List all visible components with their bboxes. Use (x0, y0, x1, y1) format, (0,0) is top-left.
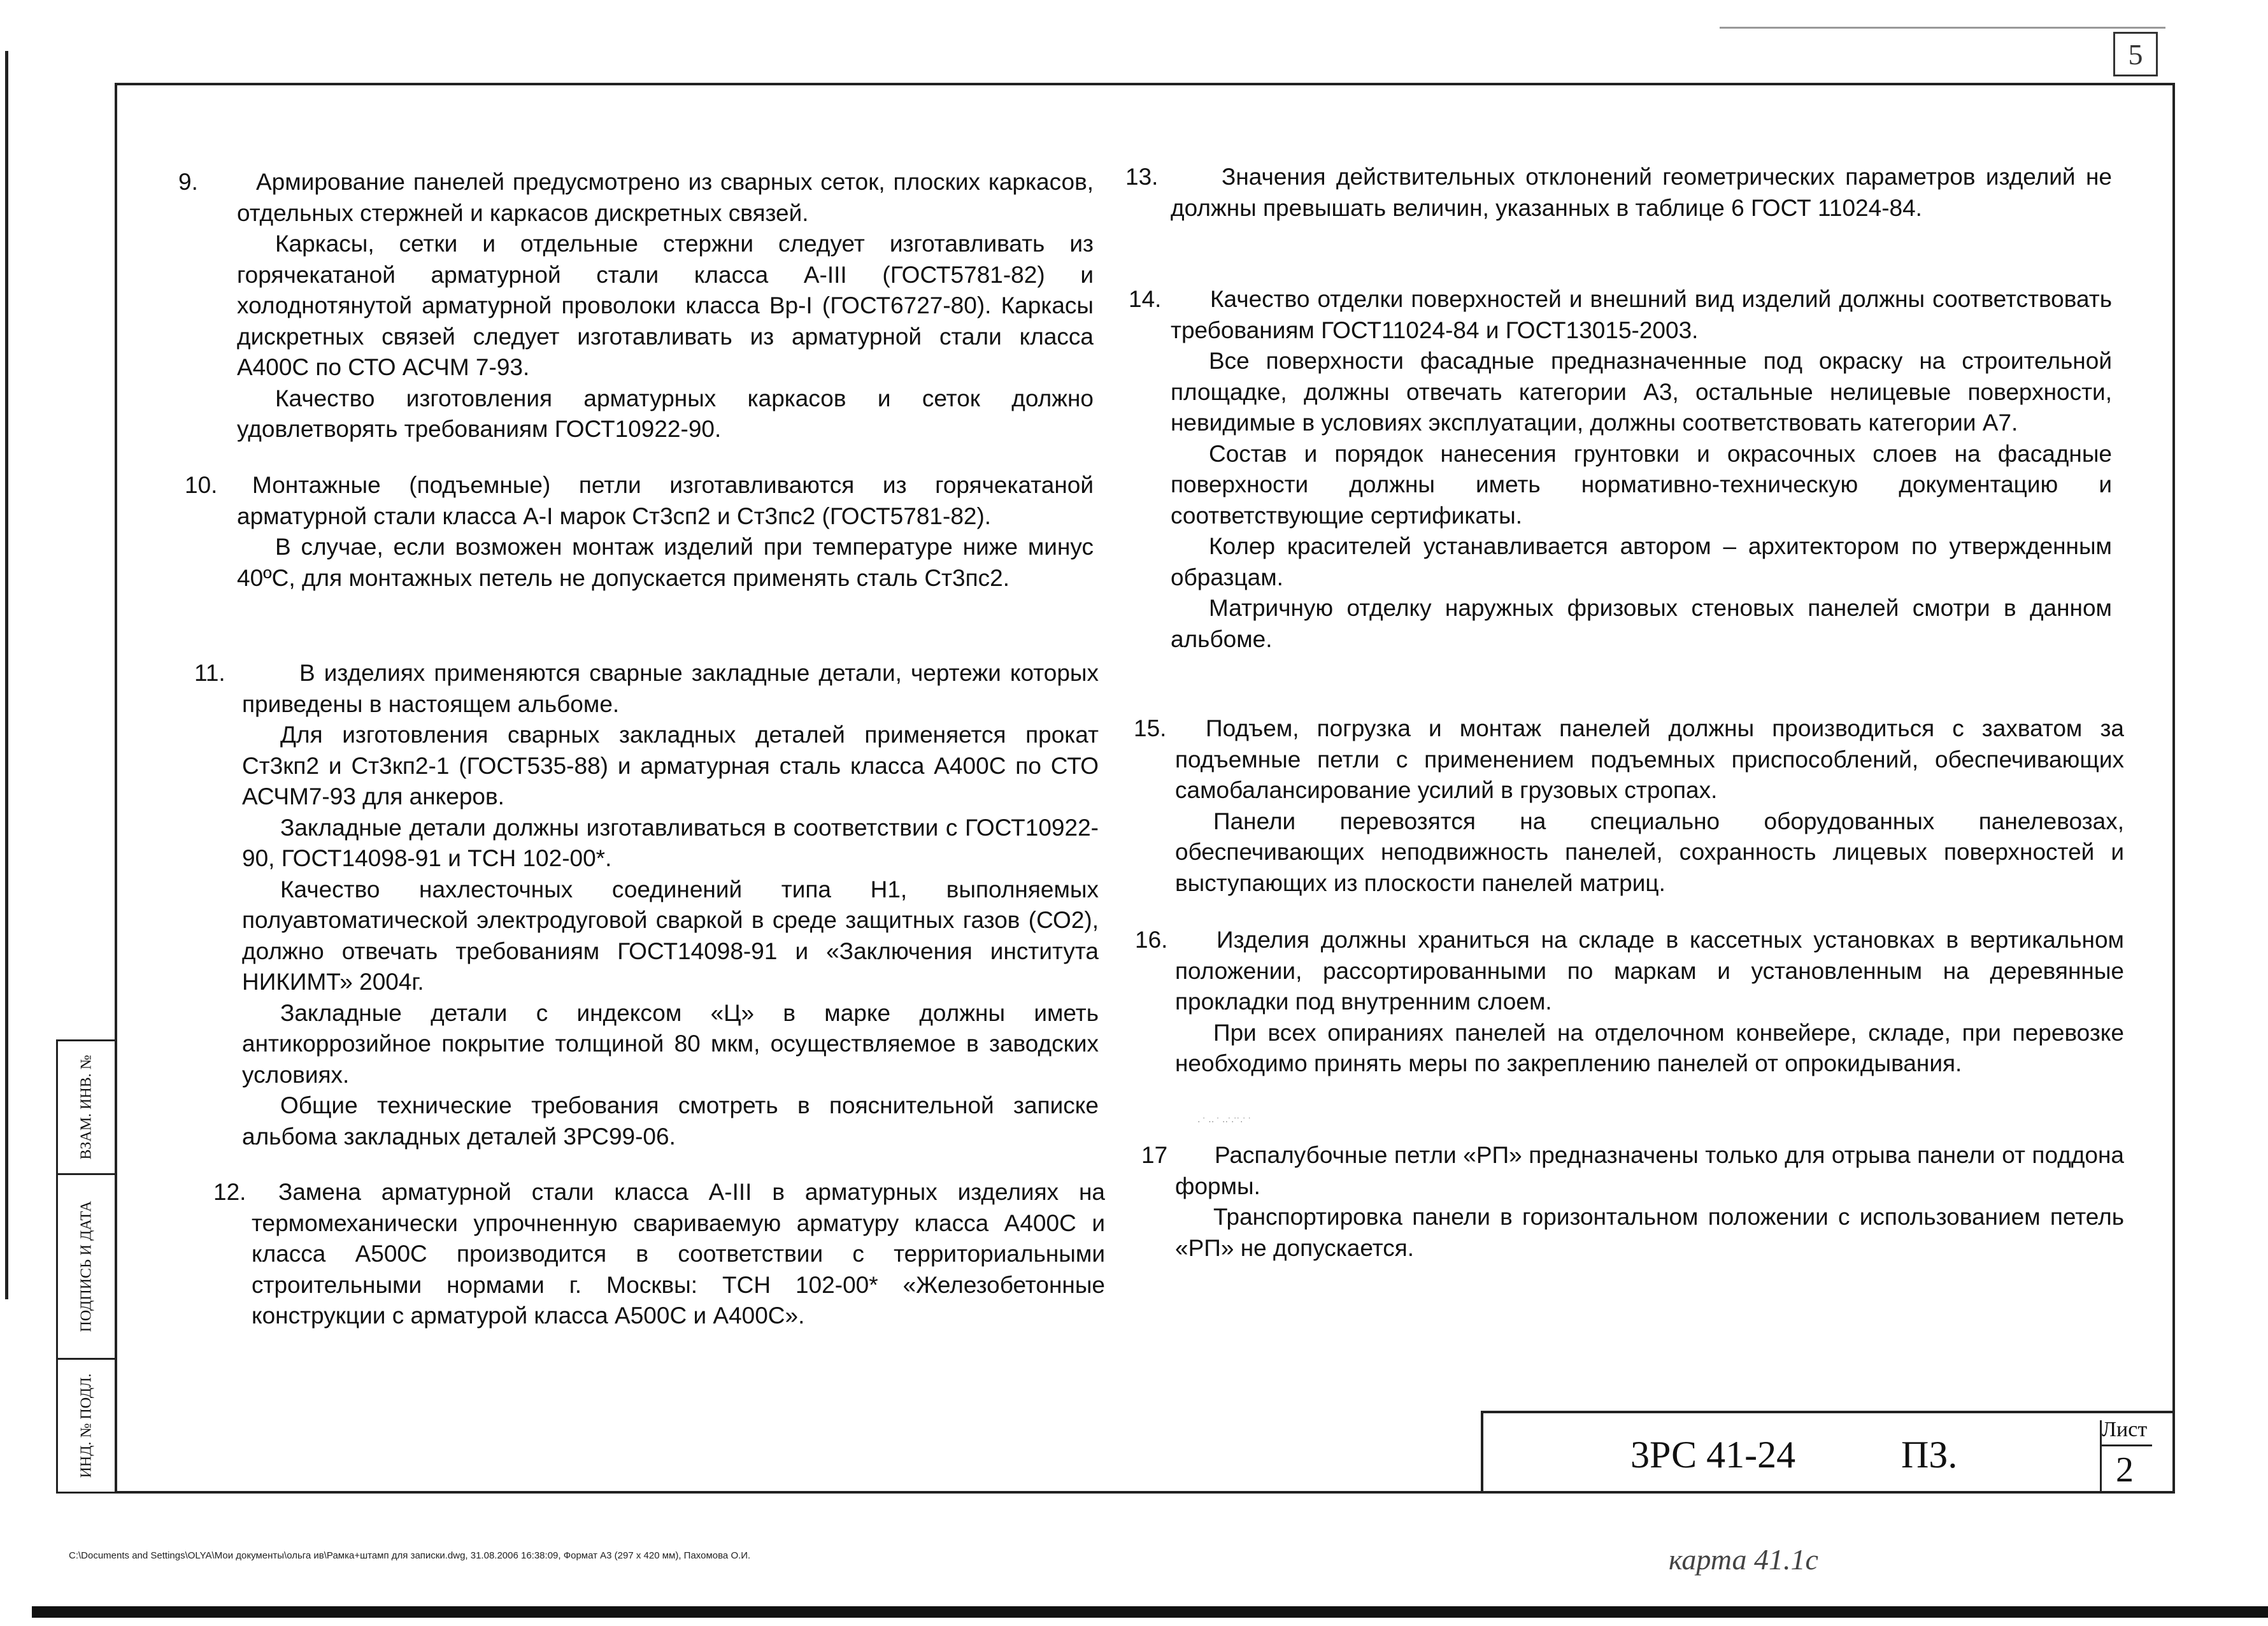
item-15-block (1175, 713, 2124, 899)
left-binding-line (5, 51, 8, 1299)
item-10-paragraph-2: В случае, если возможен монтаж изделий при температуре ниже минус 40ºС, для монтажных петель не допускается применять сталь Ст3пс2. (237, 534, 1094, 591)
item-16-paragraph-2: При всех опираниях панелей на отделочном конвейере, складе, при перевозке необходимо принять меры по закреплению панелей от опрокидывания. (1175, 1019, 2124, 1076)
item-10-block (237, 470, 1094, 594)
bottom-border-bar (32, 1606, 2268, 1618)
item-14-paragraph-4: Колер красителей устанавливается автором – архитектором по утвержденным образцам. (1171, 533, 2112, 590)
item-13-block (1171, 162, 2112, 224)
item-11-block (242, 658, 1099, 1152)
item-10-paragraph-1: Монтажные (подъемные) петли изготавливаются из горячекатаной арматурной стали класса А-I марок Ст3сп2 и Ст3пс2 (ГОСТ5781-82). (237, 472, 1094, 529)
side-stamp-label-3: ИНД. № ПОДЛ. (78, 1373, 95, 1478)
item-16-block (1175, 925, 2124, 1080)
item-14-paragraph-1: Качество отделки поверхностей и внешний вид изделий должны соответствовать требованиям ГОСТ11024-84 и ГОСТ13015-2003. (1171, 286, 2112, 343)
sheet-number: 2 (2116, 1450, 2134, 1490)
item-number-11: 11. (194, 660, 225, 686)
sheet-label: Лист (2102, 1418, 2148, 1441)
item-16-paragraph-1: Изделия должны храниться на складе в кассетных установках в вертикальном положении, рассортированными по маркам и установленным на деревянные прокладки под внутренним слоем. (1175, 927, 2124, 1015)
item-9-paragraph-3: Качество изготовления арматурных каркасов и сеток должно удовлетворять требованиям ГОСТ10922-90. (237, 385, 1094, 442)
side-stamp-label-1: ВЗАМ. ИНВ. № (78, 1055, 95, 1160)
item-13-paragraph-1: Значения действительных отклонений геометрических параметров изделий не должны превышать величин, указанных в таблице 6 ГОСТ 11024-84. (1171, 164, 2112, 221)
item-9-paragraph-2: Каркасы, сетки и отдельные стержни следует изготавливать из горячекатаной арматурной стали класса А-III (ГОСТ5781-82) и холоднотянутой арматурной проволоки класса Вр-I (ГОСТ6727-80). Каркасы дискретных связей следует изготавливать из арматурной стали класса А400С по СТО АСЧМ 7-93. (237, 231, 1094, 380)
item-14-paragraph-5: Матричную отделку наружных фризовых стеновых панелей смотри в данном альбоме. (1171, 595, 2112, 652)
item-9-paragraph-1: Армирование панелей предусмотрено из сварных сеток, плоских каркасов, отдельных стержней и каркасов дискретных связей. (237, 169, 1094, 226)
item-17-paragraph-1: Распалубочные петли «РП» предназначены только для отрыва панели от поддона формы. (1175, 1142, 2124, 1199)
document-code: 3РС 41-24 (1630, 1434, 1796, 1476)
item-17-paragraph-2: Транспортировка панели в горизонтальном положении с использованием петель «РП» не допускается. (1175, 1204, 2124, 1261)
file-path-footer: C:\Documents and Settings\OLYA\Мои документы\ольга ив\Рамка+штамп для записки.dwg, 31.08.2006 16:38:09, Формат А3 (297 х 420 мм), Пахомова О.И. (69, 1550, 751, 1561)
item-11-paragraph-5: Закладные детали с индексом «Ц» в марке должны иметь антикоррозийное покрытие толщиной 80 мкм, осуществляемое в заводских условиях. (242, 999, 1099, 1088)
item-11-paragraph-1: В изделиях применяются сварные закладные детали, чертежи которых приведены в настоящем альбоме. (242, 660, 1099, 717)
top-border-line (1720, 27, 2165, 29)
item-number-17: 17 (1141, 1142, 1168, 1168)
item-15-paragraph-2: Панели перевозятся на специально оборудованных панелевозах, обеспечивающих неподвижность панелей, сохранность лицевых поверхностей и выступающих из плоскости панелей матриц. (1175, 808, 2124, 896)
item-number-13: 13. (1125, 164, 1159, 190)
item-12-block (252, 1177, 1105, 1332)
item-15-paragraph-1: Подъем, погрузка и монтаж панелей должны производиться с захватом за подъемные петли с применением подъемных приспособлений, обеспечивающих самобалансирование усилий в грузовых стропах. (1175, 715, 2124, 803)
sheet-cell-divider (2100, 1444, 2152, 1446)
item-14-paragraph-2: Все поверхности фасадные предназначенные под окраску на строительной площадке, должны отвечать категории А3, остальные нелицевые поверхности, невидимые в условиях эксплуатации, должны соответствовать категории А7. (1171, 348, 2112, 436)
item-number-15: 15. (1134, 715, 1167, 741)
item-17-block (1175, 1140, 2124, 1264)
side-stamp-label-2: ПОДПИСЬ И ДАТА (78, 1201, 95, 1332)
item-14-paragraph-3: Состав и порядок нанесения грунтовки и окрасочных слоев на фасадные поверхности должны иметь нормативно-техническую документацию и соответствующие сертификаты. (1171, 440, 2112, 529)
item-11-paragraph-2: Для изготовления сварных закладных деталей применяется прокат Ст3кп2 и Ст3кп2-1 (ГОСТ535-88) и арматурная сталь класса А400С по СТО АСЧМ7-93 для анкеров. (242, 722, 1099, 809)
item-number-10: 10. (185, 472, 218, 498)
item-11-paragraph-4: Качество нахлесточных соединений типа Н1, выполняемых полуавтоматической электродуговой сваркой в среде защитных газов (СО2), должно отвечать требованиям ГОСТ14098-91 и «Заключения института НИКИМТ» 2004г. (242, 876, 1099, 995)
item-number-9: 9. (178, 169, 198, 195)
item-number-12: 12. (213, 1179, 246, 1205)
document-type: ПЗ. (1901, 1434, 1958, 1476)
margin-scribble: · ˙ ·· ˙ ··˙·˙˙·˙ ˙ (1197, 1116, 1252, 1126)
side-stamp-signature-date (58, 1175, 115, 1360)
title-block (1481, 1411, 2175, 1494)
side-stamp (56, 1039, 117, 1494)
item-11-paragraph-3: Закладные детали должны изготавливаться в соответствии с ГОСТ10922-90, ГОСТ14098-91 и ТСН 102-00*. (242, 814, 1099, 871)
item-11-paragraph-6: Общие технические требования смотреть в пояснительной записке альбома закладных деталей 3РС99-06. (242, 1092, 1099, 1150)
side-stamp-replacement-inv (58, 1041, 115, 1175)
handwritten-note: карта 41.1с (1669, 1543, 1818, 1576)
item-14-block (1171, 284, 2112, 655)
item-12-paragraph-1: Замена арматурной стали класса А-III в арматурных изделиях на термомеханически упрочненную свариваемую арматуру класса А400С и класса А500С производится в соответствии с территориальными строительными нормами г. Москвы: ТСН 102-00* «Железобетонные конструкции с арматурой класса А500С и А400С». (252, 1179, 1105, 1329)
item-number-16: 16. (1135, 927, 1168, 953)
item-number-14: 14. (1129, 286, 1162, 312)
item-9-block (237, 167, 1094, 445)
side-stamp-original-inv (58, 1360, 115, 1492)
sheet-corner-number: 5 (2113, 32, 2158, 76)
